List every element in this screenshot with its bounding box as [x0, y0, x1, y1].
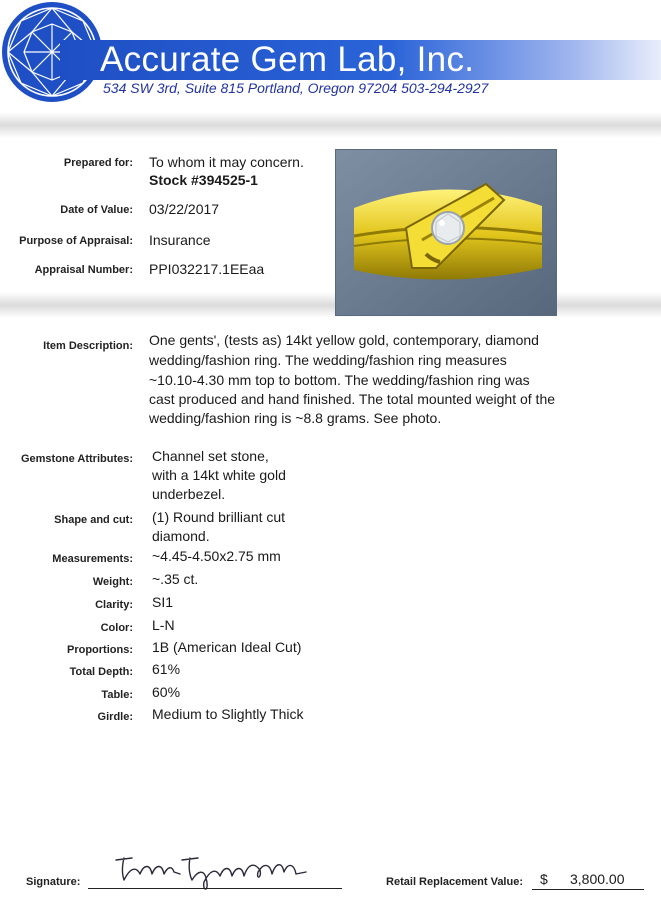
currency-symbol: $: [540, 871, 548, 887]
total-depth-label: Total Depth:: [69, 666, 133, 678]
item-description-line: wedding/fashion ring is ~8.8 grams. See photo.: [149, 410, 442, 426]
item-description-line: wedding/fashion ring. The wedding/fashion ring measures: [149, 352, 507, 368]
girdle-label: Girdle:: [97, 711, 133, 723]
clarity-value: SI1: [152, 594, 174, 610]
item-description-line: ~10.10-4.30 mm top to bottom. The wedding/fashion ring was: [149, 372, 530, 388]
signature-line: [88, 888, 342, 889]
purpose-label: Purpose of Appraisal:: [19, 235, 133, 247]
gemstone-attributes-line: with a 14kt white gold: [152, 467, 286, 483]
item-description-line: cast produced and hand finished. The total mounted weight of the: [149, 391, 556, 407]
shape-and-cut-line: (1) Round brilliant cut: [152, 509, 286, 525]
signature-label: Signature:: [26, 876, 81, 888]
table-value: 60%: [152, 684, 181, 700]
total-depth-value: 61%: [152, 661, 181, 677]
retail-value-label: Retail Replacement Value:: [386, 876, 523, 888]
clarity-label: Clarity:: [95, 599, 133, 611]
color-value: L-N: [152, 617, 175, 633]
gemstone-attributes-label: Gemstone Attributes:: [20, 453, 133, 465]
prepared-for-label: Prepared for:: [63, 157, 133, 169]
shape-and-cut-line: diamond.: [152, 528, 210, 544]
proportions-label: Proportions:: [67, 644, 133, 656]
date-of-value: 03/22/2017: [149, 201, 220, 217]
table-label: Table:: [101, 689, 133, 701]
weight-label: Weight:: [92, 576, 133, 588]
company-name: Accurate Gem Lab, Inc.: [100, 40, 475, 79]
appraisal-number: PPI032217.1EEaa: [149, 261, 265, 277]
proportions-value: 1B (American Ideal Cut): [152, 639, 302, 655]
item-description-label: Item Description:: [43, 340, 133, 352]
purpose-value: Insurance: [149, 232, 211, 248]
girdle-value: Medium to Slightly Thick: [152, 706, 304, 722]
company-address: 534 SW 3rd, Suite 815 Portland, Oregon 97204 503-294-2927: [103, 80, 489, 96]
stock-number: Stock #394525-1: [149, 172, 258, 188]
date-of-value-label: Date of Value:: [60, 204, 133, 216]
retail-value: 3,800.00: [570, 871, 625, 887]
measurements-value: ~4.45-4.50x2.75 mm: [152, 548, 281, 564]
item-description-line: One gents', (tests as) 14kt yellow gold, contemporary, diamond: [149, 332, 539, 348]
gemstone-attributes-line: Channel set stone,: [152, 448, 269, 464]
gemstone-attributes-line: underbezel.: [152, 486, 226, 502]
separator-band: [0, 292, 661, 318]
color-label: Color:: [100, 622, 133, 634]
separator-band: [0, 112, 661, 138]
retail-value-line: [532, 889, 644, 890]
ring-photo: [335, 149, 557, 316]
shape-and-cut-label: Shape and cut:: [54, 514, 133, 526]
measurements-label: Measurements:: [52, 553, 133, 565]
weight-value: ~.35 ct.: [152, 571, 199, 587]
appraisal-number-label: Appraisal Number:: [34, 264, 133, 276]
prepared-for-value: To whom it may concern.: [149, 154, 304, 170]
